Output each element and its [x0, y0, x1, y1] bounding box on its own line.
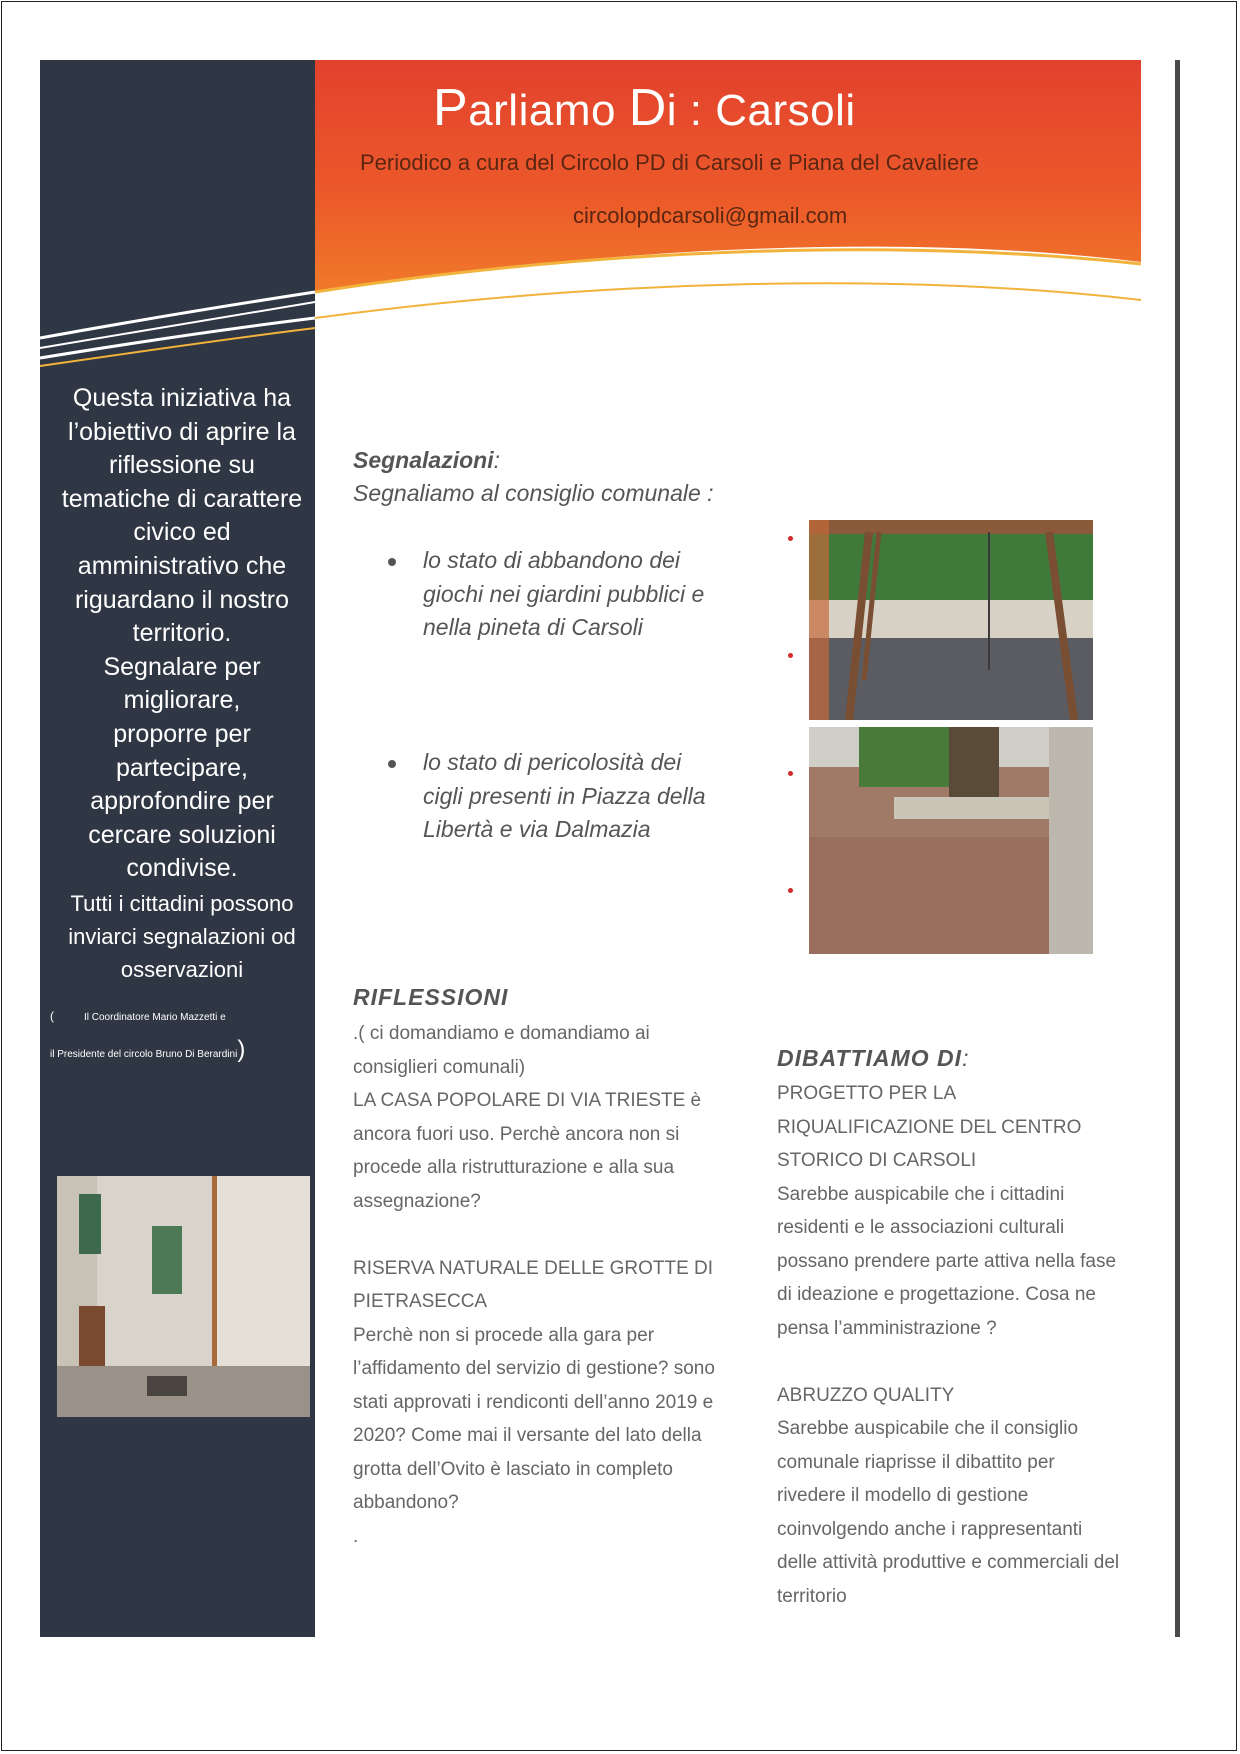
riflessioni-body	[353, 1017, 743, 1553]
intro-line: tematiche di carattere	[61, 484, 303, 513]
swoosh-line-sidebar-4	[40, 328, 315, 366]
riflessioni-line: assegnazione?	[353, 1190, 481, 1212]
riflessioni-line: consiglieri comunali)	[353, 1056, 526, 1078]
photo-sidewalk	[1049, 727, 1093, 954]
intro-line: condivise.	[126, 854, 238, 883]
newsletter-title	[433, 78, 856, 138]
segnalazioni-heading-text: Segnalazioni	[353, 447, 494, 473]
riflessioni-line: LA CASA POPOLARE DI VIA TRIESTE è	[353, 1090, 702, 1111]
item-line: giochi nei giardini pubblici e	[423, 580, 705, 607]
signature-paren-close: )	[237, 1036, 246, 1063]
header-banner	[0, 0, 1240, 380]
dibattiamo-line: coinvolgendo anche i rappresentanti	[777, 1518, 1083, 1540]
dibattiamo-line: residenti e le associazioni culturali	[777, 1217, 1065, 1238]
dibattiamo-line: possano prendere parte attiva nella fase	[777, 1250, 1117, 1272]
segnalazione-item-2	[423, 746, 743, 847]
swoosh-line-sidebar-2	[40, 302, 315, 348]
dibattiamo-line: territorio	[777, 1585, 847, 1607]
segnalazioni-heading-colon: :	[493, 447, 500, 473]
dibattiamo-line: comunale riaprisse il dibattito per	[777, 1451, 1055, 1473]
item-line: nella pineta di Carsoli	[423, 614, 643, 640]
red-bullet-icon	[788, 536, 793, 541]
bullet-icon	[388, 760, 396, 768]
photo-giochi-giardini	[809, 520, 1093, 720]
photo-curb	[894, 797, 1059, 819]
sidebar-intro	[52, 382, 312, 886]
riflessioni-line: RISERVA NATURALE DELLE GROTTE DI	[353, 1257, 714, 1279]
section-riflessioni-heading: RIFLESSIONI	[353, 984, 509, 1010]
signature-line-2: il Presidente del circolo Bruno Di Berardini	[50, 1049, 238, 1060]
intro-line: migliorare,	[123, 686, 241, 715]
dibattiamo-line: di ideazione e progettazione. Cosa ne	[777, 1284, 1097, 1305]
intro-line: l’obiettivo di aprire la	[68, 417, 296, 446]
invite-line: inviarci segnalazioni od	[68, 924, 296, 949]
riflessioni-line: l’affidamento del servizio di gestione? sono	[353, 1358, 715, 1379]
signature-paren-open: (	[50, 1009, 54, 1023]
photo-bricks	[809, 837, 1049, 954]
dibattiamo-line: Sarebbe auspicabile che i cittadini	[777, 1183, 1065, 1205]
dibattiamo-line: Sarebbe auspicabile che il consiglio	[777, 1418, 1079, 1439]
dibattiamo-line: pensa l’amministrazione ?	[777, 1317, 997, 1339]
item-line: lo stato di pericolosità dei	[423, 749, 682, 775]
riflessioni-line: procede alla ristrutturazione e alla sua	[353, 1157, 675, 1178]
red-bullet-icon	[788, 888, 793, 893]
item-line: Libertà e via Dalmazia	[423, 816, 651, 842]
dibattiamo-line: PROGETTO PER LA	[777, 1083, 957, 1104]
signature-line-1: Il Coordinatore Mario Mazzetti e	[84, 1012, 226, 1023]
photo-casa-popolare	[57, 1176, 310, 1417]
intro-line: partecipare,	[115, 753, 249, 782]
bullet-icon	[388, 558, 396, 566]
photo-window-1	[79, 1194, 101, 1254]
title-initial-p: P	[433, 79, 469, 137]
swoosh-line-sidebar-1	[40, 292, 315, 338]
title-part-2: i : Carsoli	[666, 86, 856, 135]
dibattiamo-heading-text: DIBATTIAMO DI	[777, 1045, 963, 1071]
red-bullet-icon	[788, 771, 793, 776]
riflessioni-line: abbandono?	[353, 1492, 459, 1513]
riflessioni-line: .	[353, 1525, 359, 1547]
sidebar-signature	[50, 1000, 320, 1071]
intro-line: Segnalare per	[103, 652, 261, 681]
swoosh-line-gold-2	[315, 283, 1141, 318]
dibattiamo-line: STORICO DI CARSOLI	[777, 1150, 977, 1171]
intro-line: riguardano il nostro	[74, 585, 289, 614]
dibattiamo-body	[777, 1077, 1142, 1613]
red-bullet-icon	[788, 653, 793, 658]
invite-line: osservazioni	[120, 957, 244, 982]
riflessioni-line: 2020? Come mai il versante del lato della	[353, 1425, 702, 1446]
item-line: cigli presenti in Piazza della	[423, 782, 706, 809]
intro-line: riflessione su	[109, 451, 255, 480]
newsletter-subtitle: Periodico a cura del Circolo PD di Carsoli e Piana del Cavaliere	[360, 150, 979, 175]
intro-line: proporre per	[113, 719, 251, 748]
dibattiamo-heading-colon: :	[962, 1045, 970, 1071]
section-segnalazioni-heading	[353, 447, 500, 474]
title-part-1: arliamo	[468, 86, 629, 135]
item-line: lo stato di abbandono dei	[423, 547, 681, 573]
section-dibattiamo-heading	[777, 1045, 969, 1072]
photo-bush	[859, 727, 949, 787]
riflessioni-line: grotta dell’Ovito è lasciato in completo	[353, 1458, 673, 1480]
intro-line: Questa iniziativa ha	[72, 384, 292, 412]
photo-cigli-piazza	[809, 727, 1093, 954]
segnalazione-item-1	[423, 544, 743, 645]
riflessioni-line	[353, 1218, 743, 1252]
intro-line: amministrativo che	[77, 551, 287, 580]
photo-post-left	[809, 520, 829, 720]
riflessioni-line: ancora fuori uso. Perchè ancora non si	[353, 1123, 680, 1145]
riflessioni-line: stati approvati i rendiconti dell’anno 2019 e	[353, 1391, 714, 1413]
segnalazioni-intro: Segnaliamo al consiglio comunale :	[353, 480, 714, 506]
contact-email[interactable]: circolopdcarsoli@gmail.com	[573, 203, 848, 228]
photo-grate	[147, 1376, 187, 1396]
dibattiamo-line	[777, 1345, 1142, 1379]
invite-line: Tutti i cittadini possono	[70, 891, 294, 916]
riflessioni-line: PIETRASECCA	[353, 1291, 488, 1312]
intro-line: civico ed	[133, 518, 231, 547]
dibattiamo-line: RIQUALIFICAZIONE DEL CENTRO	[777, 1116, 1082, 1138]
riflessioni-line: Perchè non si procede alla gara per	[353, 1324, 655, 1346]
riflessioni-line: .( ci domandiamo e domandiamo ai	[353, 1023, 650, 1044]
intro-line: territorio.	[132, 619, 232, 648]
intro-line: approfondire per	[90, 787, 274, 816]
photo-wall	[809, 600, 1093, 640]
sidebar-invite	[52, 887, 312, 986]
photo-window-2	[152, 1226, 182, 1294]
title-initial-d: D	[628, 79, 667, 137]
dibattiamo-line: rivedere il modello di gestione	[777, 1485, 1029, 1506]
intro-line: cercare soluzioni	[88, 820, 276, 849]
dibattiamo-line: ABRUZZO QUALITY	[777, 1384, 955, 1406]
dibattiamo-line: delle attività produttive e commerciali del	[777, 1552, 1120, 1573]
